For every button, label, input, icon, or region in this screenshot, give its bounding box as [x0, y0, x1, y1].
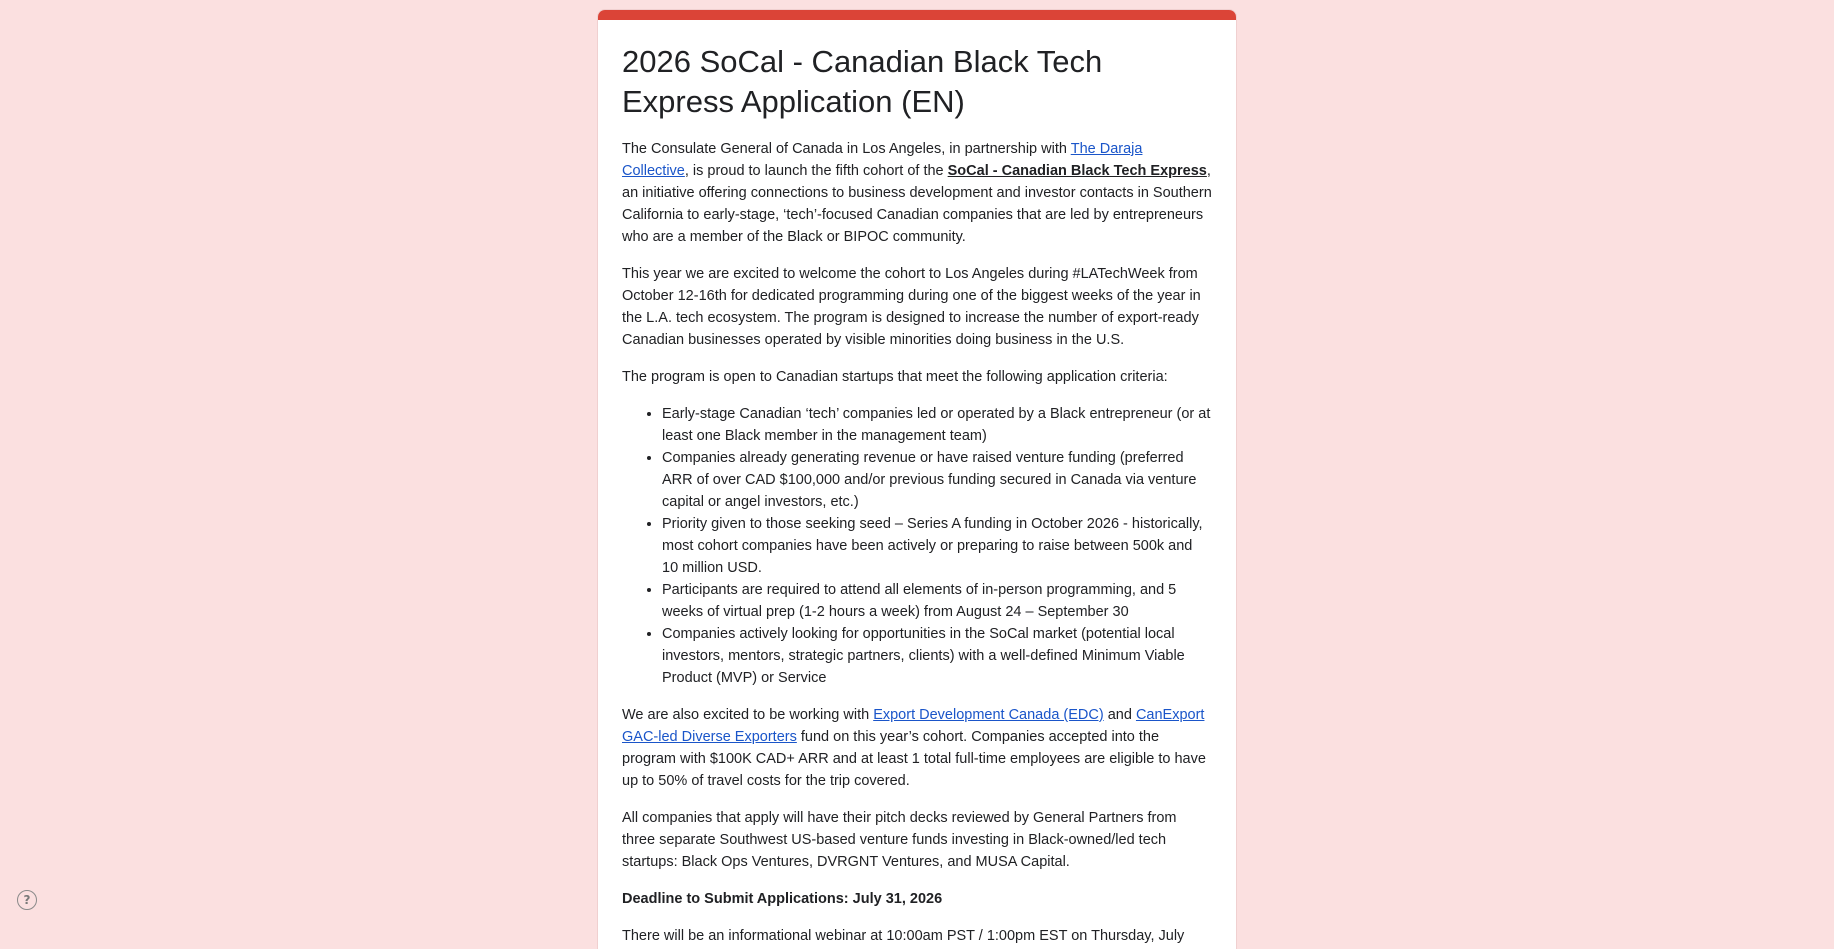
partners-text-c: fund on this year’s cohort. Companies accepted into the program with $100K CAD+ ARR and at least 1 total full-time employees are eligible to have up to 50% of travel costs for the trip covered.	[622, 729, 1206, 789]
form-title: 2026 SoCal - Canadian Black Tech Express Application (EN)	[622, 44, 1103, 119]
intro-text-c: , an initiative offering connections to business development and investor contacts in Southern California to early-stage, ‘tech’-focused Canadian companies that are led by entrepreneurs who are a member of the Black or BIPOC community.	[622, 163, 1212, 245]
help-glyph: ?	[23, 893, 31, 907]
review-paragraph: All companies that apply will have their pitch decks reviewed by General Partners from three separate Southwest US-based venture funds investing in Black-owned/led tech startups: Black Ops Ventures, DVRGNT Ventures, and MUSA Capital.	[622, 810, 1177, 870]
criteria-item: • Participants are required to attend all elements of in-person programming, and 5 weeks of virtual prep (1-2 hours a week) from August 24 – September 30	[662, 579, 1212, 623]
intro-paragraph	[622, 138, 1212, 248]
criteria-item: • Companies already generating revenue or have raised venture funding (preferred ARR of over CAD $100,000 and/or previous funding secured in Canada via venture capital or angel investors, etc.)	[662, 447, 1212, 513]
criteria-item: • Companies actively looking for opportunities in the SoCal market (potential local investors, mentors, strategic partners, clients) with a well-defined Minimum Viable Product (MVP) or Service	[662, 623, 1212, 689]
criteria-item: • Priority given to those seeking seed – Series A funding in October 2026 - historically, most cohort companies have been actively or preparing to raise between 500k and 10 million USD.	[662, 513, 1212, 579]
partners-text-a: We are also excited to be working with	[622, 707, 874, 723]
form-accent-bar	[598, 10, 1236, 20]
daraja-collective-link[interactable]: The Daraja Collective	[622, 141, 1143, 179]
deadline-text: Deadline to Submit Applications: July 31, 2026	[622, 891, 943, 907]
intro-text-a: The Consulate General of Canada in Los Angeles, in partnership with	[622, 141, 1071, 157]
intro-text-b: , is proud to launch the fifth cohort of the	[684, 163, 948, 179]
form-header	[598, 20, 1236, 947]
edc-link[interactable]: Export Development Canada (EDC)	[873, 707, 1104, 723]
criteria-intro: The program is open to Canadian startups that meet the following application criteria:	[622, 369, 1168, 385]
criteria-list	[622, 403, 1212, 689]
webinar-paragraph: There will be an informational webinar at 10:00am PST / 1:00pm EST on Thursday, July	[622, 928, 1185, 944]
canexport-link[interactable]: CanExport GAC-led Diverse Exporters	[622, 707, 1205, 745]
criteria-item: • Early-stage Canadian ‘tech’ companies led or operated by a Black entrepreneur (or at least one Black member in the management team)	[662, 403, 1212, 447]
help-circle-icon[interactable]	[17, 890, 37, 910]
la-tech-week-paragraph: This year we are excited to welcome the cohort to Los Angeles during #LATechWeek from October 12-16th for dedicated programming during one of the biggest weeks of the year in the L.A. tech ecosystem. The program is designed to increase the number of export-ready Canadian businesses operated by visible minorities doing business in the U.S.	[622, 266, 1201, 348]
partners-paragraph	[622, 704, 1212, 792]
program-name: SoCal - Canadian Black Tech Express	[947, 163, 1207, 179]
partners-text-b: and	[1103, 707, 1136, 723]
form-card	[597, 9, 1237, 949]
